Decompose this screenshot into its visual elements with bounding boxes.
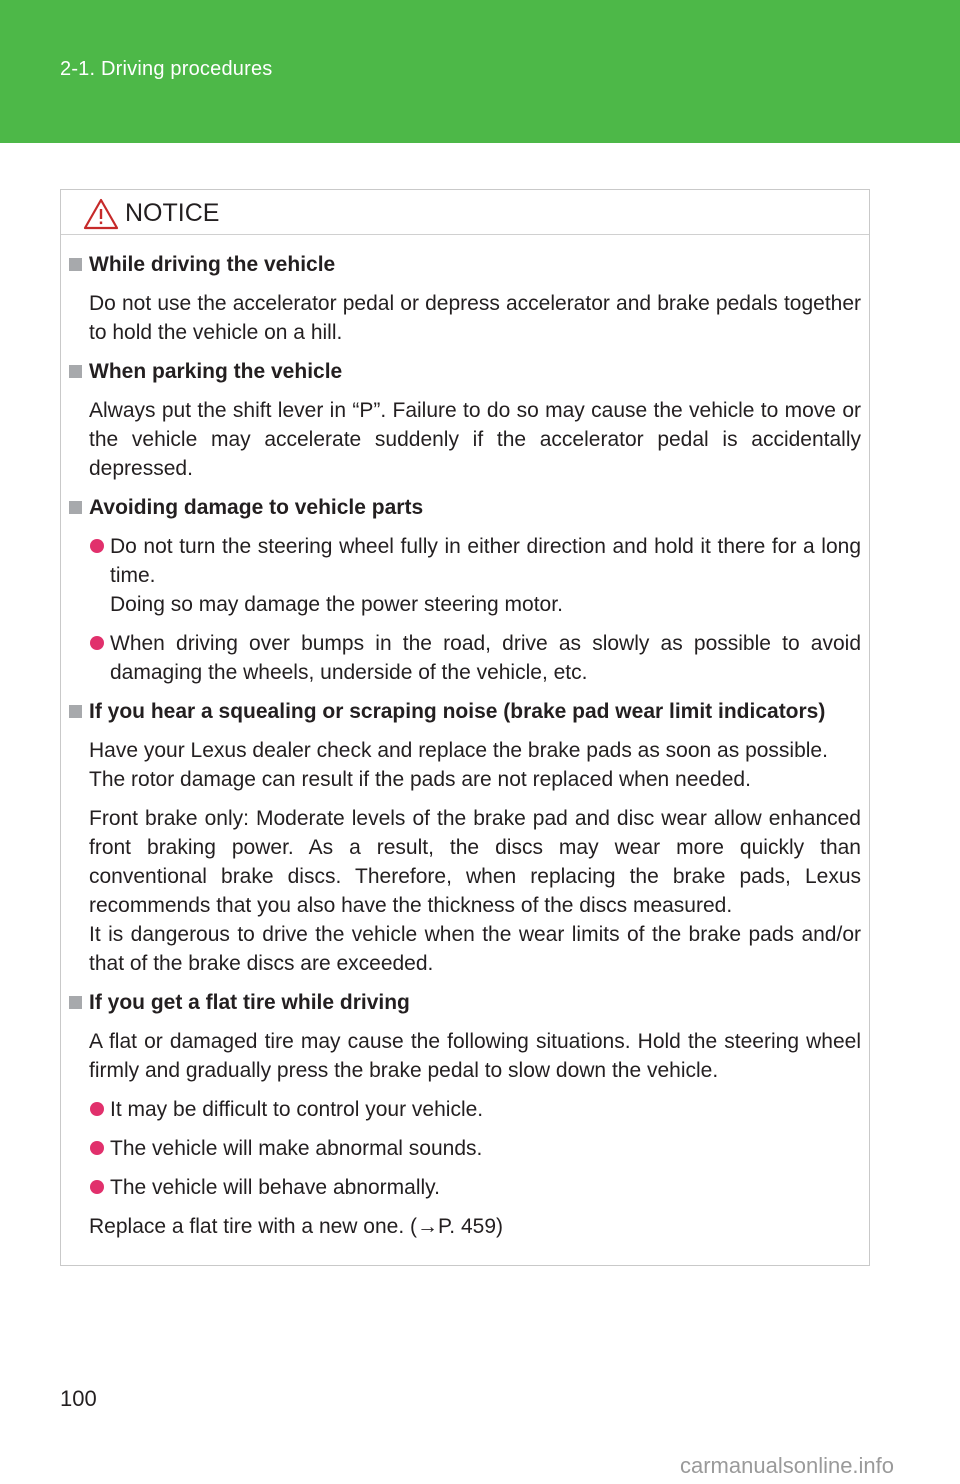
list-item: When driving over bumps in the road, drive as slowly as possible to avoid damaging the wheels, underside of the vehicle, etc. xyxy=(69,629,861,687)
section-paragraph: Always put the shift lever in “P”. Failure to do so may cause the vehicle to move or the vehicle may accelerate suddenly if the accelerator pedal is accidentally depressed. xyxy=(89,399,861,480)
section-heading: When parking the vehicle xyxy=(69,357,861,386)
chapter-title: 2-1. Driving procedures xyxy=(60,58,273,80)
section-heading: If you get a flat tire while driving xyxy=(69,988,861,1017)
watermark: carmanualsonline.info xyxy=(680,1453,895,1478)
section-heading: Avoiding damage to vehicle parts xyxy=(69,493,861,522)
section-paragraph: Have your Lexus dealer check and replace the brake pads as soon as possible. The rotor damage can result if the pads are not replaced when needed. xyxy=(89,739,828,791)
square-bullet-icon xyxy=(69,501,82,514)
chapter-header xyxy=(0,0,960,143)
notice-content xyxy=(69,250,861,1241)
notice-header xyxy=(61,190,869,235)
section-heading: If you hear a squealing or scraping noise (brake pad wear limit indicators) xyxy=(69,697,861,726)
notice-box xyxy=(60,189,870,1266)
section-heading: While driving the vehicle xyxy=(69,250,861,279)
warning-triangle-icon xyxy=(83,198,119,230)
section-paragraph: Front brake only: Moderate levels of the brake pad and disc wear allow enhanced front braking power. As a result, the discs may wear more quickly than conventional brake discs. Therefore, when replacing the brake pads, Lexus recommends that you also have the thickness of the discs measured. It is dangerous to drive the vehicle when the wear limits of the brake pads and/or that of the brake discs are exceeded. xyxy=(89,807,861,975)
circle-bullet-icon xyxy=(90,1102,104,1116)
square-bullet-icon xyxy=(69,705,82,718)
section-paragraph: Do not use the accelerator pedal or depress accelerator and brake pedals together to hold the vehicle on a hill. xyxy=(89,292,861,344)
list-item: The vehicle will behave abnormally. xyxy=(69,1173,861,1202)
list-item: The vehicle will make abnormal sounds. xyxy=(69,1134,861,1163)
circle-bullet-icon xyxy=(90,1141,104,1155)
page-number: 100 xyxy=(60,1386,97,1411)
circle-bullet-icon xyxy=(90,1180,104,1194)
square-bullet-icon xyxy=(69,365,82,378)
list-item: Do not turn the steering wheel fully in either direction and hold it there for a long time. Doing so may damage the power steering motor. xyxy=(69,532,861,619)
square-bullet-icon xyxy=(69,258,82,271)
circle-bullet-icon xyxy=(90,539,104,553)
list-item: It may be difficult to control your vehicle. xyxy=(69,1095,861,1124)
notice-label: NOTICE xyxy=(125,199,220,227)
square-bullet-icon xyxy=(69,996,82,1009)
circle-bullet-icon xyxy=(90,636,104,650)
section-paragraph: A flat or damaged tire may cause the following situations. Hold the steering wheel firmly and gradually press the brake pedal to slow down the vehicle. xyxy=(89,1030,861,1082)
page-reference-link[interactable]: Replace a flat tire with a new one. (→P. 459) xyxy=(89,1215,504,1238)
